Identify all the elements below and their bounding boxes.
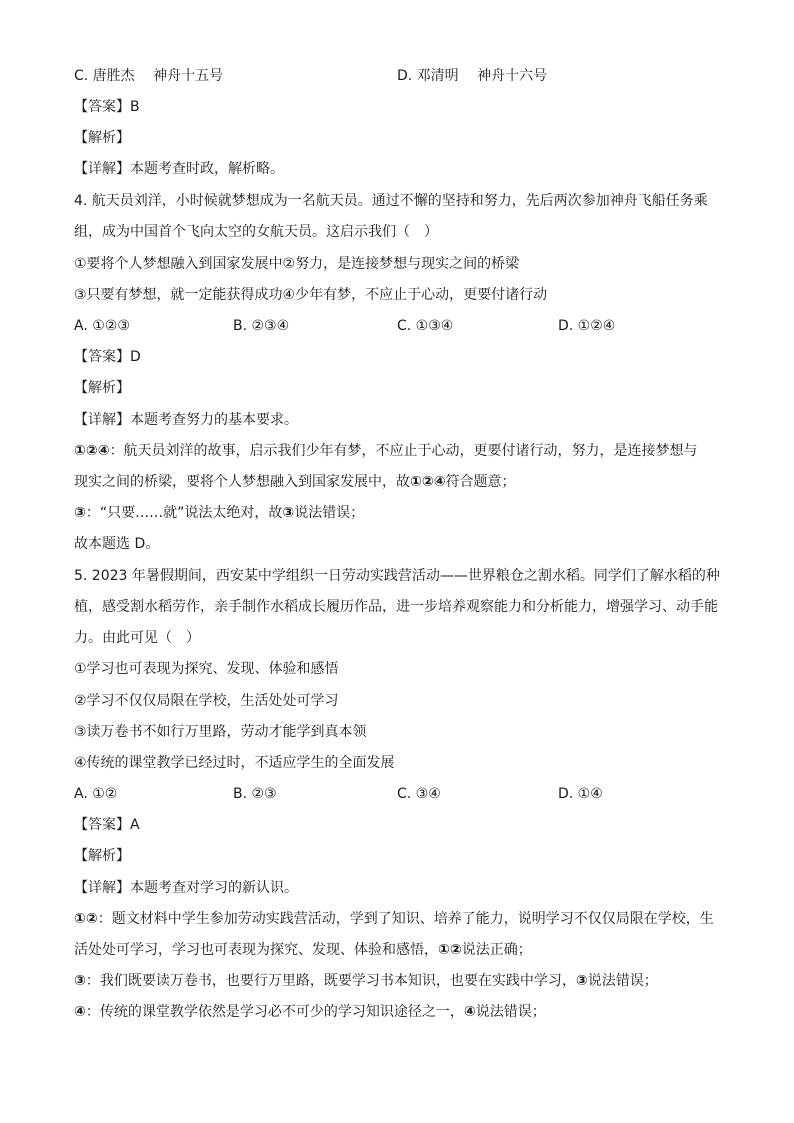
q4-stem-line2: 组，成为中国首个飞向太空的女航天员。这启示我们（ ） xyxy=(74,224,438,240)
q5-answer: 【答案】A xyxy=(74,817,140,833)
q3-analysis-heading: 【解析】 xyxy=(74,130,130,146)
q5-exp1-text: ：题文材料中学生参加劳动实践营活动，学到了知识、培养了能力，说明学习不仅仅局限在学校，生 xyxy=(97,911,714,927)
q4-answer: 【答案】D xyxy=(74,349,141,365)
q5-exp3-text: ：传统的课堂教学依然是学习必不可少的学习知识途径之一， xyxy=(85,1004,464,1020)
q5-statement-4: ④传统的课堂教学已经过时，不适应学生的全面发展 xyxy=(74,755,395,771)
q5-option-a: A. ①② xyxy=(74,786,118,802)
q4-exp1b-text: 现实之间的桥梁，要将个人梦想融入到国家发展中，故 xyxy=(74,474,410,490)
q4-explanation-1b xyxy=(74,472,724,492)
q4-statements-3-4: ③只要有梦想，就一定能获得成功④少年有梦，不应止于心动，更要付诸行动 xyxy=(74,287,548,303)
q4-exp1b-tail: 符合题意； xyxy=(445,474,516,490)
q4-stem-line1: 4. 航天员刘洋，小时候就梦想成为一名航天员。通过不懈的坚持和努力，先后两次参加神舟飞船任务乘 xyxy=(74,193,708,209)
q3-option-d: D. 邓清明 神舟十六号 xyxy=(397,68,548,84)
q5-explanation-2 xyxy=(74,971,724,991)
q4-exp1-mark: ①②④ xyxy=(74,443,110,459)
q5-stem-line2: 植，感受割水稻劳作，亲手制作水稻成长履历作品，进一步培养观察能力和分析能力，增强学习、动手能 xyxy=(74,599,718,615)
q5-option-c: C. ③④ xyxy=(397,786,441,802)
q5-explanation-1b xyxy=(74,940,724,960)
q5-exp2-mark: ③ xyxy=(74,973,86,989)
q4-option-d: D. ①②④ xyxy=(558,318,616,334)
q5-detail: 【详解】本题考查对学习的新认识。 xyxy=(74,880,298,896)
q4-statements-1-2: ①要将个人梦想融入到国家发展中②努力，是连接梦想与现实之间的桥梁 xyxy=(74,256,520,272)
q5-option-d: D. ①④ xyxy=(558,786,603,802)
q5-exp2-text: ：我们既要读万卷书，也要行万里路，既要学习书本知识，也要在实践中学习， xyxy=(85,973,576,989)
q5-exp2-tail: 说法错误； xyxy=(587,973,658,989)
q5-stem-line1: 5. 2023 年暑假期间，西安某中学组织一日劳动实践营活动——世界粮仓之割水稻。同学们了解水稻的种 xyxy=(74,568,720,584)
q5-analysis-heading: 【解析】 xyxy=(74,848,130,864)
q5-exp1-mark: ①② xyxy=(74,911,98,927)
q4-exp1b-mark: ①②④ xyxy=(410,474,446,490)
q4-exp2-text: ：“只要……就”说法太绝对，故 xyxy=(85,505,283,521)
q4-exp2-tail: 说法错误； xyxy=(294,505,365,521)
q4-analysis-heading: 【解析】 xyxy=(74,380,130,396)
q4-option-a: A. ①②③ xyxy=(74,318,130,334)
q3-answer: 【答案】B xyxy=(74,99,140,115)
q5-statement-1: ①学习也可表现为探究、发现、体验和感悟 xyxy=(74,661,339,677)
q5-exp1b-text: 活处处可学习，学习也可表现为探究、发现、体验和感悟， xyxy=(74,942,438,958)
q5-statement-3: ③读万卷书不如行万里路，劳动才能学到真本领 xyxy=(74,724,367,740)
q4-option-c: C. ①③④ xyxy=(397,318,454,334)
q5-exp1b-tail: 说法正确； xyxy=(461,942,532,958)
q5-option-b: B. ②③ xyxy=(233,786,277,802)
q5-exp3-tail: 说法错误； xyxy=(475,1004,546,1020)
q4-exp1-text: ：航天员刘洋的故事，启示我们少年有梦，不应止于心动，更要付诸行动，努力，是连接梦想与 xyxy=(109,443,698,459)
q5-exp1b-mark: ①② xyxy=(438,942,462,958)
q5-exp3-mark2: ④ xyxy=(463,1004,476,1020)
q4-explanation-1a xyxy=(74,441,724,461)
q3-option-c: C. 唐胜杰 神舟十五号 xyxy=(74,68,224,84)
q5-explanation-1a xyxy=(74,909,724,929)
q5-statement-2: ②学习不仅仅局限在学校，生活处处可学习 xyxy=(74,693,339,709)
q5-explanation-3 xyxy=(74,1002,724,1022)
q5-exp2-mark2: ③ xyxy=(575,973,588,989)
q4-detail: 【详解】本题考查努力的基本要求。 xyxy=(74,412,298,428)
q5-exp3-mark: ④ xyxy=(74,1004,86,1020)
q4-explanation-2 xyxy=(74,503,724,523)
q4-exp2-mark: ③ xyxy=(74,505,86,521)
q3-detail: 【详解】本题考查时政，解析略。 xyxy=(74,161,284,177)
q5-stem-line3: 力。由此可见（ ） xyxy=(74,630,200,646)
q4-exp2-mark2: ③ xyxy=(282,505,295,521)
q4-conclusion: 故本题选 D。 xyxy=(74,536,160,552)
q4-option-b: B. ②③④ xyxy=(233,318,290,334)
